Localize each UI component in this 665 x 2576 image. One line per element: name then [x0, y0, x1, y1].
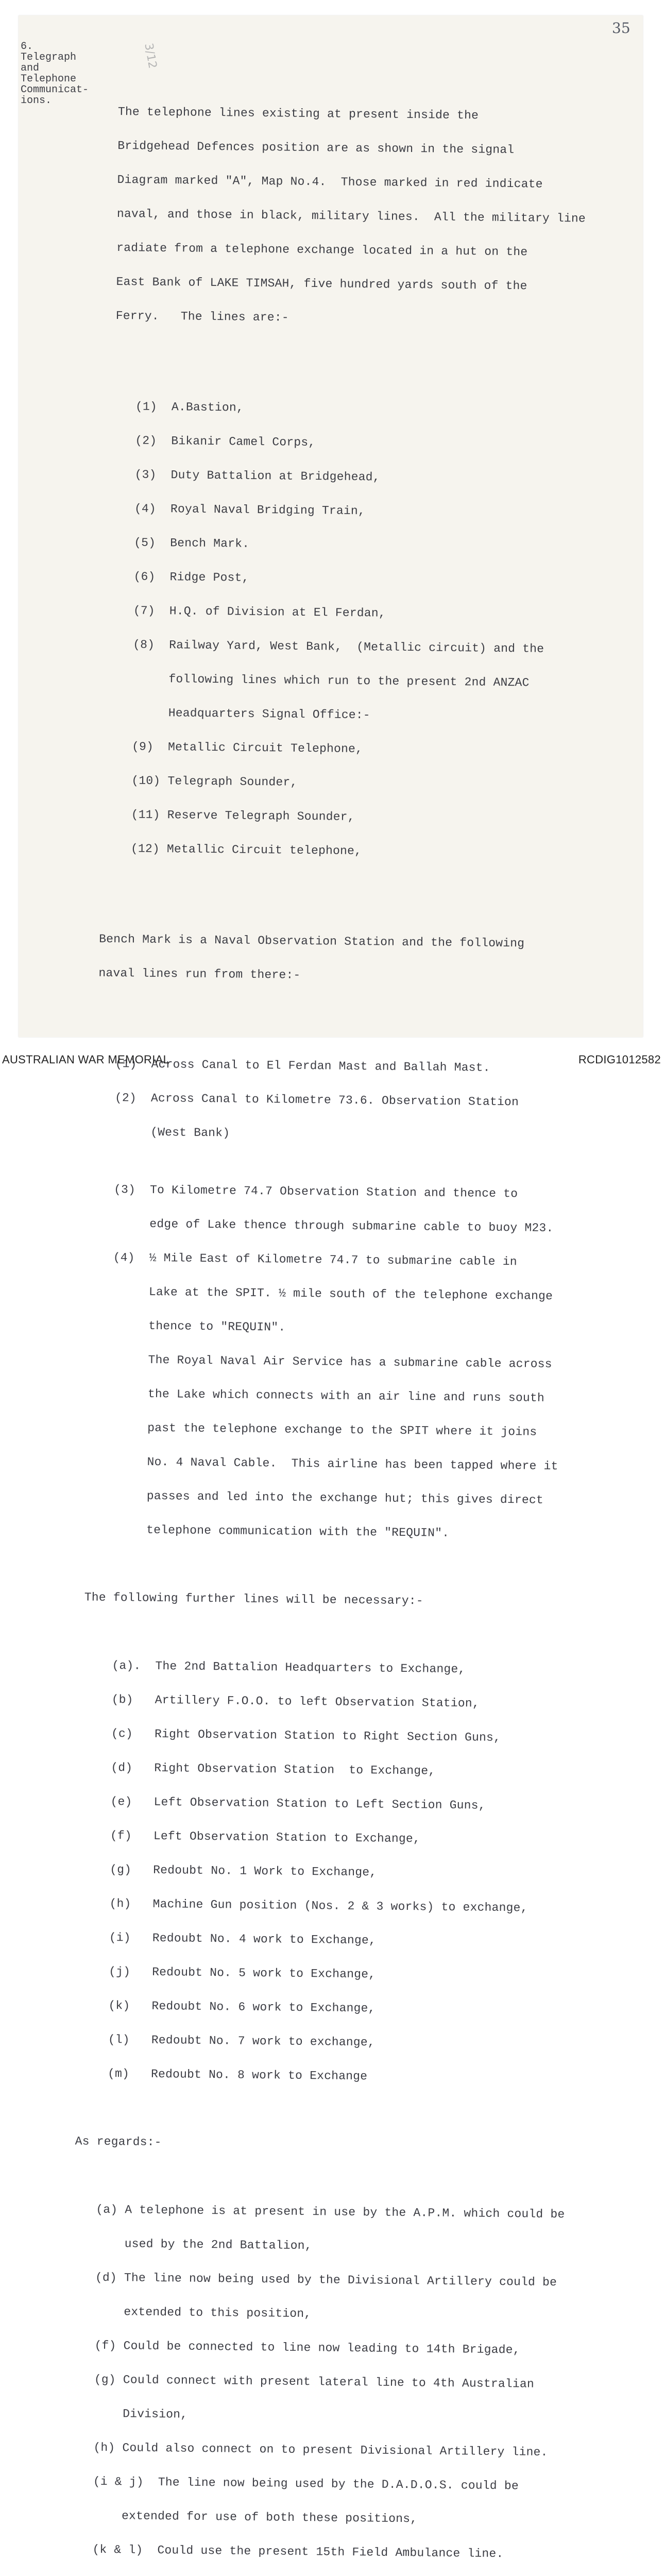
list-item: (k & l) Could use the present 15th Field Ambulance line.: [92, 2543, 504, 2561]
list-item: (f) Left Observation Station to Exchange,: [110, 1829, 421, 1846]
list-item: No. 4 Naval Cable. This airline has been tapped where it: [111, 1454, 558, 1473]
list-item: (d) The line now being used by the Divisional Artillery could be: [95, 2270, 557, 2290]
list-item: (7) H.Q. of Division at El Ferdan,: [133, 604, 386, 620]
military-lines-list: [110, 378, 584, 882]
regards-heading: As regards:-: [75, 2134, 162, 2149]
list-item: (9) Metallic Circuit Telephone,: [131, 740, 363, 756]
list-item: the Lake which connects with an air line and runs south: [111, 1387, 545, 1405]
intro-line: The telephone lines existing at present inside the: [117, 105, 479, 123]
list-item: (f) Could be connected to line now leading to 14th Brigade,: [94, 2338, 520, 2357]
list-item: (h) Could also connect on to present Divisional Artillery line.: [93, 2441, 548, 2459]
list-item: (11) Reserve Telegraph Sounder,: [131, 808, 355, 824]
naval-lines-list: [103, 1036, 577, 1563]
list-item: (a) A telephone is at present in use by the A.P.M. which could be: [96, 2202, 565, 2222]
margin-heading: 6. Telegraph and Telephone Communicat- ions.: [21, 41, 89, 107]
list-item: (i) Redoubt No. 4 work to Exchange,: [109, 1931, 377, 1947]
list-item: Lake at the SPIT. ½ mile south of the telephone exchange: [112, 1285, 553, 1303]
list-item: (k) Redoubt No. 6 work to Exchange,: [108, 1999, 376, 2015]
list-item: (6) Ridge Post,: [133, 570, 249, 585]
list-item: edge of Lake thence through submarine cable to buoy M23.: [113, 1217, 554, 1235]
list-item: (g) Could connect with present lateral line to 4th Australian: [94, 2372, 535, 2391]
further-lines-list: [97, 1637, 571, 2107]
paragraph-line: naval lines run from there:-: [98, 966, 301, 982]
list-item: (West Bank): [114, 1125, 230, 1140]
list-item: past the telephone exchange to the SPIT where it joins: [111, 1421, 537, 1439]
list-item: (1) A.Bastion,: [135, 400, 244, 415]
list-item: telephone communication with the "REQUIN".: [110, 1522, 450, 1540]
regards-list: [91, 2181, 565, 2576]
list-item: (3) To Kilometre 74.7 Observation Station and thence to: [113, 1183, 518, 1201]
list-item: (e) Left Observation Station to Left Section Guns,: [110, 1795, 486, 1812]
list-item: (4) Royal Naval Bridging Train,: [134, 502, 366, 518]
list-item: (8) Railway Yard, West Bank, (Metallic circuit) and the: [132, 638, 544, 656]
footer-source: AUSTRALIAN WAR MEMORIAL: [2, 1053, 170, 1066]
list-item: (i & j) The line now being used by the D.A.D.O.S. could be: [93, 2475, 519, 2493]
list-item: extended for use of both these positions,: [92, 2509, 418, 2526]
list-item: (d) Right Observation Station to Exchange,: [111, 1761, 436, 1778]
further-lines-heading: The following further lines will be necessary:-: [84, 1590, 423, 1608]
intro-line: radiate from a telephone exchange located in a hut on the: [116, 241, 528, 259]
page-number: 35: [612, 20, 630, 37]
list-item: (g) Redoubt No. 1 Work to Exchange,: [110, 1863, 377, 1879]
list-item: passes and led into the exchange hut; this gives direct: [110, 1488, 544, 1507]
list-item: (5) Bench Mark.: [134, 536, 250, 551]
list-item: (l) Redoubt No. 7 work to exchange,: [108, 2032, 375, 2049]
list-item: Division,: [94, 2406, 188, 2421]
list-item: (h) Machine Gun position (Nos. 2 & 3 works) to exchange,: [109, 1897, 528, 1915]
list-item: The Royal Naval Air Service has a submarine cable across: [112, 1353, 552, 1371]
intro-line: Bridgehead Defences position are as shown in the signal: [117, 139, 515, 157]
list-item: (a). The 2nd Battalion Headquarters to Exchange,: [112, 1659, 466, 1676]
intro-line: naval, and those in black, military lines. All the military line: [116, 207, 586, 226]
footer-record-id: RCDIG1012582: [578, 1053, 661, 1066]
list-item: following lines which run to the present 2nd ANZAC: [132, 672, 530, 690]
paragraph-line: Bench Mark is a Naval Observation Station and the following: [99, 932, 525, 951]
list-item: (4) ½ Mile East of Kilometre 74.7 to submarine cable in: [113, 1251, 517, 1269]
list-item: thence to "REQUIN".: [112, 1319, 286, 1334]
list-item: (1) Across Canal to El Ferdan Mast and Ballah Mast.: [115, 1057, 490, 1075]
list-item: (2) Across Canal to Kilometre 73.6. Observation Station: [114, 1091, 519, 1109]
list-item: extended to this position,: [95, 2304, 312, 2321]
list-item: (10) Telegraph Sounder,: [131, 774, 298, 789]
intro-line: Ferry. The lines are:-: [115, 309, 289, 325]
list-item: (b) Artillery F.O.O. to left Observation Station,: [111, 1693, 480, 1710]
bench-mark-paragraph: [98, 911, 578, 1007]
list-item: Headquarters Signal Office:-: [132, 706, 370, 722]
list-item: (m) Redoubt No. 8 work to Exchange: [107, 2066, 368, 2083]
list-item: used by the 2nd Battalion,: [95, 2236, 312, 2253]
intro-line: East Bank of LAKE TIMSAH, five hundred yards south of the: [116, 275, 527, 293]
list-item: (3) Duty Battalion at Bridgehead,: [134, 468, 380, 484]
intro-line: Diagram marked "A", Map No.4. Those marked in red indicate: [117, 173, 543, 191]
pencil-annotation: 3/12: [142, 42, 159, 70]
intro-paragraph: [115, 83, 587, 349]
list-item: (2) Bikanir Camel Corps,: [135, 434, 316, 450]
list-item: (c) Right Observation Station to Right Section Guns,: [111, 1727, 501, 1744]
list-item: (j) Redoubt No. 5 work to Exchange,: [109, 1965, 376, 1981]
list-item: (12) Metallic Circuit telephone,: [130, 842, 362, 858]
